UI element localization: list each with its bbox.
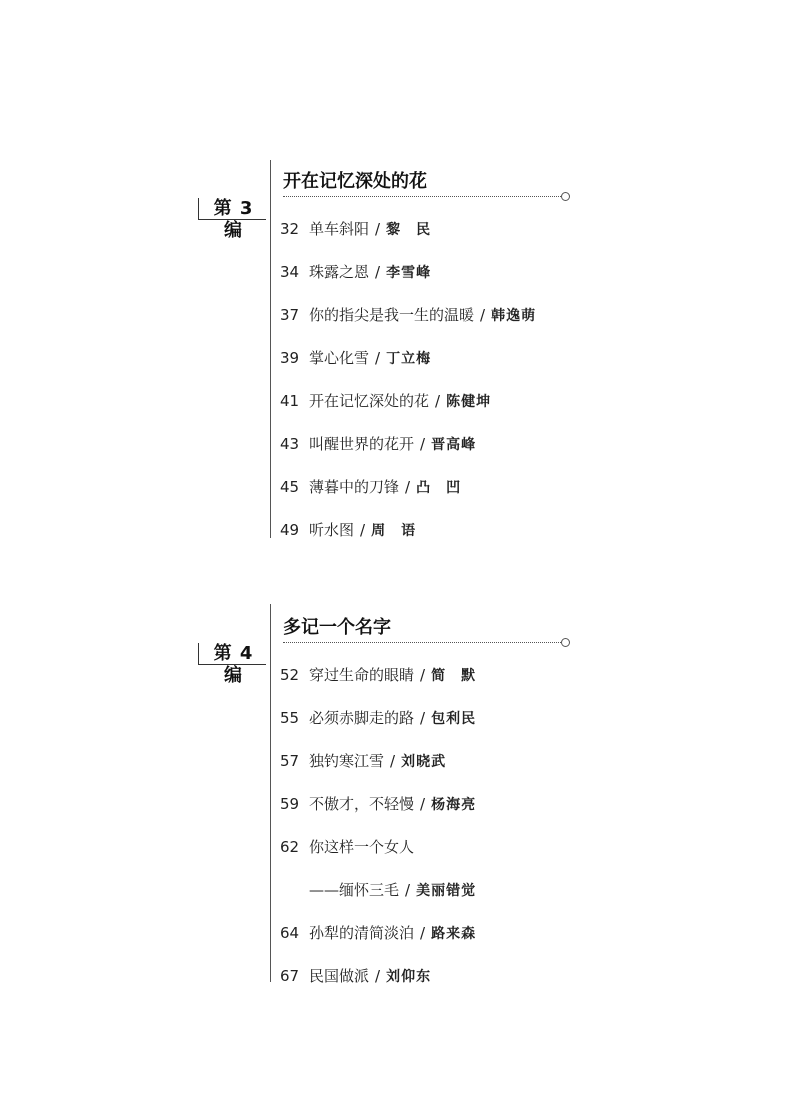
- section-vertical-rule: [270, 604, 271, 982]
- toc-entry[interactable]: [280, 663, 476, 687]
- divider-end-circle: [561, 638, 570, 647]
- page-number: 32: [280, 220, 300, 238]
- divider-end-circle: [561, 192, 570, 201]
- entry-author: 陈健坤: [446, 394, 492, 410]
- toc-entry-subtitle[interactable]: [309, 878, 476, 902]
- entry-author: 周 语: [371, 523, 417, 539]
- toc-entry[interactable]: [280, 346, 431, 370]
- separator: /: [405, 478, 411, 496]
- page-number: 59: [280, 795, 300, 813]
- separator: /: [360, 521, 366, 539]
- part-label: 第 3 编: [198, 198, 266, 220]
- toc-entry[interactable]: [280, 749, 446, 773]
- entry-title: 叫醒世界的花开: [309, 435, 415, 453]
- page-number: 37: [280, 306, 300, 324]
- separator: /: [405, 881, 411, 899]
- entry-title: 不傲才，不轻慢: [309, 795, 415, 813]
- entry-author: 黎 民: [386, 222, 432, 238]
- entry-title: 你的指尖是我一生的温暖: [309, 306, 475, 324]
- toc-entry[interactable]: [280, 260, 431, 284]
- page-number: 41: [280, 392, 300, 410]
- toc-entry[interactable]: [280, 964, 431, 988]
- entry-title: 孙犁的清简淡泊: [309, 924, 415, 942]
- section-title: 开在记忆深处的花: [283, 171, 427, 192]
- entry-author: 刘晓武: [401, 754, 447, 770]
- separator: /: [375, 967, 381, 985]
- toc-entry[interactable]: [280, 706, 476, 730]
- toc-entry[interactable]: [280, 389, 491, 413]
- toc-entry[interactable]: [280, 518, 416, 542]
- page-number: 43: [280, 435, 300, 453]
- entry-title: 必须赤脚走的路: [309, 709, 415, 727]
- page-number: 49: [280, 521, 300, 539]
- page-number: 62: [280, 838, 300, 856]
- separator: /: [375, 220, 381, 238]
- page-number: 34: [280, 263, 300, 281]
- entry-title: 珠露之恩: [309, 263, 370, 281]
- entry-author: 凸 凹: [416, 480, 462, 496]
- entry-title: 穿过生命的眼睛: [309, 666, 415, 684]
- entry-title: 民国做派: [309, 967, 370, 985]
- toc-entry[interactable]: [280, 475, 461, 499]
- separator: /: [390, 752, 396, 770]
- section-vertical-rule: [270, 160, 271, 538]
- entry-title: 掌心化雪: [309, 349, 370, 367]
- separator: /: [375, 263, 381, 281]
- toc-entry[interactable]: [280, 792, 476, 816]
- entry-author: 简 默: [431, 668, 477, 684]
- toc-entry[interactable]: [280, 217, 431, 241]
- toc-entry[interactable]: [280, 835, 414, 859]
- page-number: 39: [280, 349, 300, 367]
- page-number: 55: [280, 709, 300, 727]
- entry-title: 你这样一个女人: [309, 838, 415, 856]
- entry-title: 独钓寒江雪: [309, 752, 385, 770]
- separator: /: [420, 435, 426, 453]
- entry-author: 杨海亮: [431, 797, 477, 813]
- entry-author: 美丽错觉: [416, 883, 477, 899]
- entry-title: 听水图: [309, 521, 355, 539]
- page-number: 52: [280, 666, 300, 684]
- section-title: 多记一个名字: [283, 617, 391, 638]
- entry-subtitle: ——缅怀三毛: [309, 881, 400, 899]
- toc-entry[interactable]: [280, 921, 476, 945]
- entry-author: 丁立梅: [386, 351, 432, 367]
- separator: /: [420, 924, 426, 942]
- dotted-divider: [283, 196, 561, 197]
- entry-author: 刘仰东: [386, 969, 432, 985]
- separator: /: [420, 709, 426, 727]
- entry-author: 韩逸萌: [491, 308, 537, 324]
- page-number: 57: [280, 752, 300, 770]
- separator: /: [435, 392, 441, 410]
- toc-entry[interactable]: [280, 432, 476, 456]
- entry-title: 薄暮中的刀锋: [309, 478, 400, 496]
- separator: /: [480, 306, 486, 324]
- page-number: 45: [280, 478, 300, 496]
- entry-author: 晋高峰: [431, 437, 477, 453]
- separator: /: [420, 795, 426, 813]
- part-label: 第 4 编: [198, 643, 266, 665]
- entry-author: 包利民: [431, 711, 477, 727]
- toc-entry[interactable]: [280, 303, 536, 327]
- entry-author: 李雪峰: [386, 265, 432, 281]
- separator: /: [420, 666, 426, 684]
- page-number: 64: [280, 924, 300, 942]
- entry-title: 单车斜阳: [309, 220, 370, 238]
- dotted-divider: [283, 642, 561, 643]
- entry-title: 开在记忆深处的花: [309, 392, 430, 410]
- page-number: 67: [280, 967, 300, 985]
- separator: /: [375, 349, 381, 367]
- entry-author: 路来森: [431, 926, 477, 942]
